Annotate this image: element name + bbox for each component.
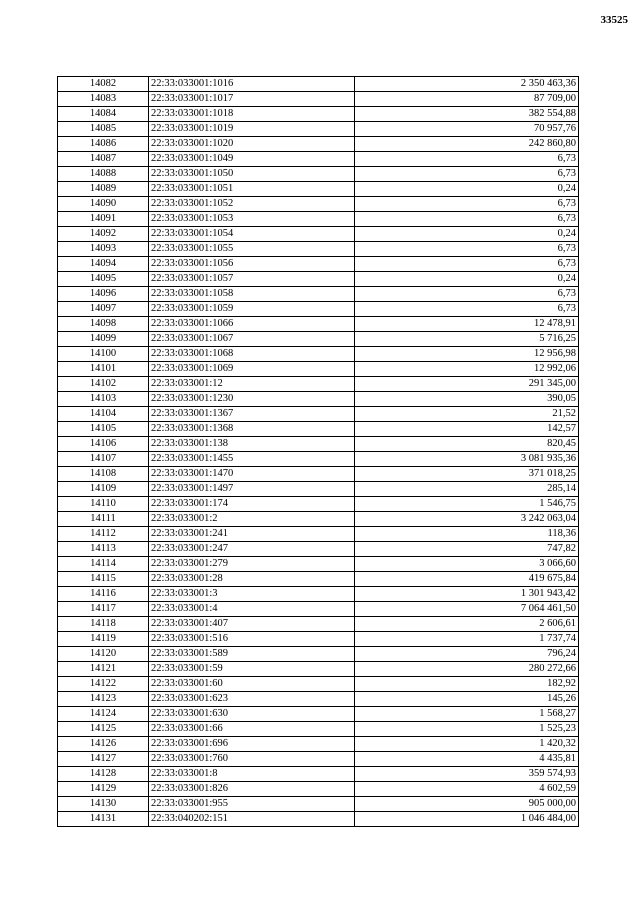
row-number-cell: 14110 [58, 497, 149, 512]
table-row [58, 632, 579, 647]
cadastral-number-cell: 22:33:033001:760 [149, 752, 355, 767]
cadastral-number-cell: 22:33:033001:1055 [149, 242, 355, 257]
cadastral-number-cell: 22:33:033001:1497 [149, 482, 355, 497]
value-cell: 0,24 [355, 227, 579, 242]
row-number-cell: 14125 [58, 722, 149, 737]
table-row [58, 122, 579, 137]
cadastral-number-cell: 22:33:033001:59 [149, 662, 355, 677]
cadastral-number-cell: 22:33:033001:3 [149, 587, 355, 602]
cadastral-number-cell: 22:33:033001:279 [149, 557, 355, 572]
row-number-cell: 14104 [58, 407, 149, 422]
cadastral-number-cell: 22:33:033001:696 [149, 737, 355, 752]
value-cell: 21,52 [355, 407, 579, 422]
value-cell: 390,05 [355, 392, 579, 407]
value-cell: 3 242 063,04 [355, 512, 579, 527]
registry-table [57, 76, 579, 827]
cadastral-number-cell: 22:33:033001:955 [149, 797, 355, 812]
row-number-cell: 14129 [58, 782, 149, 797]
table-row [58, 197, 579, 212]
row-number-cell: 14131 [58, 812, 149, 827]
value-cell: 280 272,66 [355, 662, 579, 677]
value-cell: 2 350 463,36 [355, 77, 579, 92]
row-number-cell: 14116 [58, 587, 149, 602]
row-number-cell: 14085 [58, 122, 149, 137]
value-cell: 6,73 [355, 212, 579, 227]
cadastral-number-cell: 22:33:033001:8 [149, 767, 355, 782]
row-number-cell: 14096 [58, 287, 149, 302]
cadastral-number-cell: 22:33:033001:2 [149, 512, 355, 527]
cadastral-number-cell: 22:33:040202:151 [149, 812, 355, 827]
table-row [58, 182, 579, 197]
cadastral-number-cell: 22:33:033001:66 [149, 722, 355, 737]
value-cell: 145,26 [355, 692, 579, 707]
value-cell: 1 046 484,00 [355, 812, 579, 827]
cadastral-number-cell: 22:33:033001:241 [149, 527, 355, 542]
row-number-cell: 14107 [58, 452, 149, 467]
row-number-cell: 14115 [58, 572, 149, 587]
table-row [58, 692, 579, 707]
table-row [58, 527, 579, 542]
value-cell: 820,45 [355, 437, 579, 452]
row-number-cell: 14094 [58, 257, 149, 272]
row-number-cell: 14093 [58, 242, 149, 257]
cadastral-number-cell: 22:33:033001:4 [149, 602, 355, 617]
row-number-cell: 14105 [58, 422, 149, 437]
table-row [58, 602, 579, 617]
table-row [58, 287, 579, 302]
table-row [58, 92, 579, 107]
row-number-cell: 14112 [58, 527, 149, 542]
row-number-cell: 14113 [58, 542, 149, 557]
table-row [58, 677, 579, 692]
table-row [58, 377, 579, 392]
value-cell: 142,57 [355, 422, 579, 437]
cadastral-number-cell: 22:33:033001:247 [149, 542, 355, 557]
table-row [58, 782, 579, 797]
value-cell: 182,92 [355, 677, 579, 692]
cadastral-number-cell: 22:33:033001:1020 [149, 137, 355, 152]
row-number-cell: 14102 [58, 377, 149, 392]
row-number-cell: 14118 [58, 617, 149, 632]
table-row [58, 167, 579, 182]
value-cell: 6,73 [355, 257, 579, 272]
row-number-cell: 14124 [58, 707, 149, 722]
row-number-cell: 14090 [58, 197, 149, 212]
cadastral-number-cell: 22:33:033001:1016 [149, 77, 355, 92]
cadastral-number-cell: 22:33:033001:1059 [149, 302, 355, 317]
value-cell: 4 435,81 [355, 752, 579, 767]
table-row [58, 242, 579, 257]
row-number-cell: 14126 [58, 737, 149, 752]
table-row [58, 542, 579, 557]
row-number-cell: 14101 [58, 362, 149, 377]
table-row [58, 347, 579, 362]
cadastral-number-cell: 22:33:033001:516 [149, 632, 355, 647]
value-cell: 905 000,00 [355, 797, 579, 812]
value-cell: 70 957,76 [355, 122, 579, 137]
cadastral-number-cell: 22:33:033001:1470 [149, 467, 355, 482]
value-cell: 6,73 [355, 197, 579, 212]
table-row [58, 302, 579, 317]
registry-table-body [58, 77, 579, 827]
cadastral-number-cell: 22:33:033001:1230 [149, 392, 355, 407]
table-row [58, 572, 579, 587]
value-cell: 1 420,32 [355, 737, 579, 752]
row-number-cell: 14091 [58, 212, 149, 227]
table-row [58, 767, 579, 782]
cadastral-number-cell: 22:33:033001:1019 [149, 122, 355, 137]
table-row [58, 257, 579, 272]
table-row [58, 752, 579, 767]
cadastral-number-cell: 22:33:033001:1054 [149, 227, 355, 242]
row-number-cell: 14095 [58, 272, 149, 287]
row-number-cell: 14100 [58, 347, 149, 362]
value-cell: 6,73 [355, 242, 579, 257]
table-row [58, 77, 579, 92]
value-cell: 1 568,27 [355, 707, 579, 722]
value-cell: 285,14 [355, 482, 579, 497]
cadastral-number-cell: 22:33:033001:1053 [149, 212, 355, 227]
row-number-cell: 14114 [58, 557, 149, 572]
row-number-cell: 14123 [58, 692, 149, 707]
cadastral-number-cell: 22:33:033001:1051 [149, 182, 355, 197]
value-cell: 7 064 461,50 [355, 602, 579, 617]
row-number-cell: 14099 [58, 332, 149, 347]
value-cell: 796,24 [355, 647, 579, 662]
table-row [58, 737, 579, 752]
cadastral-number-cell: 22:33:033001:1057 [149, 272, 355, 287]
cadastral-number-cell: 22:33:033001:174 [149, 497, 355, 512]
table-row [58, 512, 579, 527]
table-row [58, 587, 579, 602]
table-row [58, 107, 579, 122]
row-number-cell: 14088 [58, 167, 149, 182]
value-cell: 1 301 943,42 [355, 587, 579, 602]
value-cell: 242 860,80 [355, 137, 579, 152]
table-row [58, 317, 579, 332]
cadastral-number-cell: 22:33:033001:407 [149, 617, 355, 632]
value-cell: 1 546,75 [355, 497, 579, 512]
cadastral-number-cell: 22:33:033001:1069 [149, 362, 355, 377]
value-cell: 747,82 [355, 542, 579, 557]
value-cell: 3 081 935,36 [355, 452, 579, 467]
table-row [58, 137, 579, 152]
cadastral-number-cell: 22:33:033001:623 [149, 692, 355, 707]
page-number: 33525 [600, 14, 628, 26]
value-cell: 118,36 [355, 527, 579, 542]
table-row [58, 332, 579, 347]
row-number-cell: 14128 [58, 767, 149, 782]
row-number-cell: 14089 [58, 182, 149, 197]
cadastral-number-cell: 22:33:033001:1018 [149, 107, 355, 122]
cadastral-number-cell: 22:33:033001:1068 [149, 347, 355, 362]
row-number-cell: 14092 [58, 227, 149, 242]
row-number-cell: 14098 [58, 317, 149, 332]
row-number-cell: 14083 [58, 92, 149, 107]
cadastral-number-cell: 22:33:033001:28 [149, 572, 355, 587]
value-cell: 3 066,60 [355, 557, 579, 572]
cadastral-number-cell: 22:33:033001:12 [149, 377, 355, 392]
row-number-cell: 14127 [58, 752, 149, 767]
row-number-cell: 14109 [58, 482, 149, 497]
table-row [58, 662, 579, 677]
value-cell: 2 606,61 [355, 617, 579, 632]
cadastral-number-cell: 22:33:033001:60 [149, 677, 355, 692]
value-cell: 6,73 [355, 152, 579, 167]
value-cell: 6,73 [355, 302, 579, 317]
row-number-cell: 14086 [58, 137, 149, 152]
row-number-cell: 14120 [58, 647, 149, 662]
cadastral-number-cell: 22:33:033001:826 [149, 782, 355, 797]
table-row [58, 557, 579, 572]
value-cell: 5 716,25 [355, 332, 579, 347]
cadastral-number-cell: 22:33:033001:138 [149, 437, 355, 452]
cadastral-number-cell: 22:33:033001:1052 [149, 197, 355, 212]
value-cell: 12 478,91 [355, 317, 579, 332]
row-number-cell: 14097 [58, 302, 149, 317]
table-row [58, 467, 579, 482]
value-cell: 6,73 [355, 167, 579, 182]
table-row [58, 227, 579, 242]
cadastral-number-cell: 22:33:033001:1017 [149, 92, 355, 107]
cadastral-number-cell: 22:33:033001:1067 [149, 332, 355, 347]
cadastral-number-cell: 22:33:033001:1368 [149, 422, 355, 437]
table-row [58, 152, 579, 167]
table-row [58, 212, 579, 227]
table-row [58, 362, 579, 377]
cadastral-number-cell: 22:33:033001:589 [149, 647, 355, 662]
table-row [58, 392, 579, 407]
table-row [58, 272, 579, 287]
row-number-cell: 14117 [58, 602, 149, 617]
value-cell: 382 554,88 [355, 107, 579, 122]
value-cell: 291 345,00 [355, 377, 579, 392]
row-number-cell: 14130 [58, 797, 149, 812]
table-row [58, 707, 579, 722]
row-number-cell: 14103 [58, 392, 149, 407]
table-row [58, 437, 579, 452]
table-row [58, 452, 579, 467]
table-row [58, 497, 579, 512]
row-number-cell: 14108 [58, 467, 149, 482]
cadastral-number-cell: 22:33:033001:1056 [149, 257, 355, 272]
cadastral-number-cell: 22:33:033001:1455 [149, 452, 355, 467]
table-row [58, 797, 579, 812]
value-cell: 12 956,98 [355, 347, 579, 362]
row-number-cell: 14122 [58, 677, 149, 692]
value-cell: 87 709,00 [355, 92, 579, 107]
value-cell: 0,24 [355, 272, 579, 287]
row-number-cell: 14119 [58, 632, 149, 647]
value-cell: 0,24 [355, 182, 579, 197]
value-cell: 1 737,74 [355, 632, 579, 647]
cadastral-number-cell: 22:33:033001:1066 [149, 317, 355, 332]
cadastral-number-cell: 22:33:033001:1367 [149, 407, 355, 422]
value-cell: 4 602,59 [355, 782, 579, 797]
value-cell: 6,73 [355, 287, 579, 302]
value-cell: 371 018,25 [355, 467, 579, 482]
value-cell: 12 992,06 [355, 362, 579, 377]
registry-table-container [57, 76, 576, 827]
value-cell: 359 574,93 [355, 767, 579, 782]
row-number-cell: 14111 [58, 512, 149, 527]
row-number-cell: 14087 [58, 152, 149, 167]
table-row [58, 722, 579, 737]
table-row [58, 482, 579, 497]
row-number-cell: 14082 [58, 77, 149, 92]
row-number-cell: 14084 [58, 107, 149, 122]
table-row [58, 812, 579, 827]
cadastral-number-cell: 22:33:033001:630 [149, 707, 355, 722]
table-row [58, 422, 579, 437]
value-cell: 1 525,23 [355, 722, 579, 737]
table-row [58, 647, 579, 662]
row-number-cell: 14121 [58, 662, 149, 677]
value-cell: 419 675,84 [355, 572, 579, 587]
cadastral-number-cell: 22:33:033001:1050 [149, 167, 355, 182]
row-number-cell: 14106 [58, 437, 149, 452]
cadastral-number-cell: 22:33:033001:1049 [149, 152, 355, 167]
cadastral-number-cell: 22:33:033001:1058 [149, 287, 355, 302]
table-row [58, 407, 579, 422]
table-row [58, 617, 579, 632]
